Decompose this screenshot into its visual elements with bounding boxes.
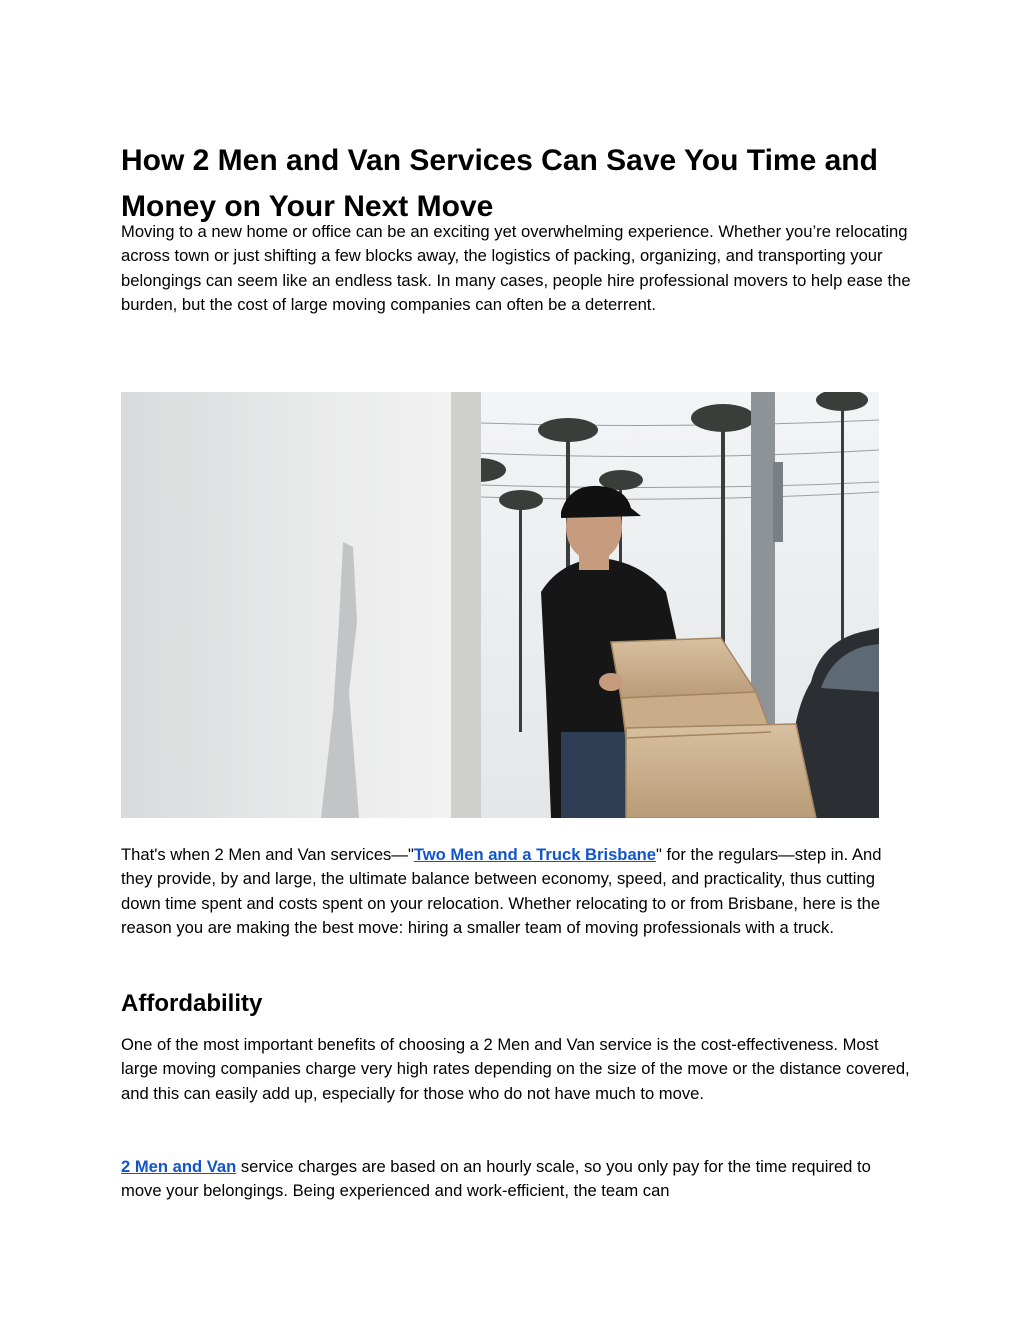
affordability-heading: Affordability — [121, 990, 263, 1017]
services-text-before: That's when 2 Men and Van services—" — [121, 845, 414, 864]
hourly-pricing-paragraph — [121, 1155, 911, 1204]
two-men-and-van-link[interactable]: 2 Men and Van — [121, 1157, 237, 1176]
two-men-truck-brisbane-link[interactable]: Two Men and a Truck Brisbane — [413, 845, 657, 864]
hourly-pricing-text: service charges are based on an hourly scale, so you only pay for the time required to move your belongings. Being experienced and work-efficient, the team can — [121, 1157, 871, 1201]
article-title: How 2 Men and Van Services Can Save You Time and Money on Your Next Move — [121, 144, 878, 223]
mover-photo — [121, 392, 879, 818]
services-text-after: " for the regulars—step in. And they provide, by and large, the ultimate balance between economy, speed, and practicality, thus cutting down time spent and costs spent on your relocation. Whether relocating to or from Brisbane, here is the reason you are making the best move: hiring a smaller team of moving professionals with a truck. — [121, 845, 882, 937]
affordability-paragraph: One of the most important benefits of choosing a 2 Men and Van service is the cost-effectiveness. Most large moving companies charge very high rates depending on the size of the move or the distance covered, and this can easily add up, especially for those who do not have much to move. — [121, 1035, 910, 1103]
intro-paragraph: Moving to a new home or office can be an exciting yet overwhelming experience. Whether you’re relocating across town or just shifting a few blocks away, the logistics of packing, organizing, and transporting your belongings can seem like an endless task. In many cases, people hire professional movers to help ease the burden, but the cost of large moving companies can often be a deterrent. — [121, 222, 911, 314]
services-paragraph — [121, 843, 911, 940]
